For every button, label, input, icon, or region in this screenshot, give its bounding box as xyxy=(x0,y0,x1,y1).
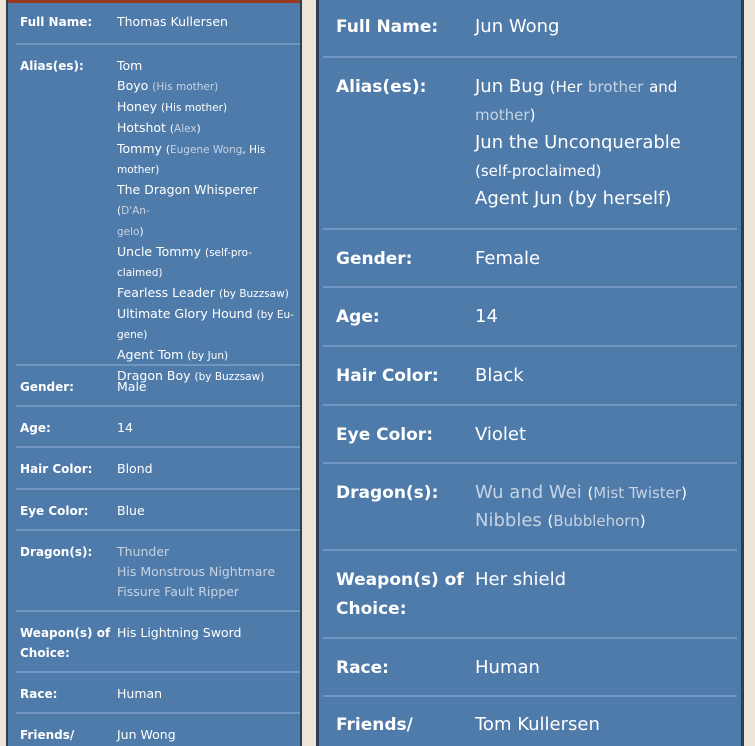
row-age xyxy=(319,288,741,347)
right-infobox xyxy=(316,0,744,746)
label-hair-color: Hair Color: xyxy=(336,366,439,386)
alias-item: Ultimate Glory Hound (by Eu- xyxy=(117,306,294,321)
value-full-name: Thomas Kullersen xyxy=(117,14,228,29)
label-weapon: Weapon(s) of Choice: xyxy=(336,570,464,619)
label-age: Age: xyxy=(336,307,380,327)
label-gender: Gender: xyxy=(20,380,74,394)
alias-item: Uncle Tommy (self-pro- xyxy=(117,244,252,259)
species-link[interactable]: Mist Twister xyxy=(593,484,682,502)
alias-note: mother) xyxy=(475,106,536,124)
row-aliases xyxy=(319,58,741,230)
alias-item: Boyo (His mother) xyxy=(117,78,219,93)
dragon-link[interactable]: Fissure Fault Ripper xyxy=(117,584,240,599)
alias-item: Dragon Boy (by Buzzsaw) xyxy=(117,368,265,383)
label-weapon: Weapon(s) of Choice: xyxy=(20,626,111,660)
value-race[interactable]: Human xyxy=(117,686,163,701)
label-friends: Friends/ xyxy=(20,728,75,742)
alias-note: gelo) xyxy=(117,226,144,238)
alias-item: Tom xyxy=(117,58,143,73)
label-aliases: Alias(es): xyxy=(20,59,84,73)
alias-link-eugene[interactable]: Eugene Wong xyxy=(170,144,243,156)
row-gender xyxy=(8,366,300,407)
row-race xyxy=(8,673,300,714)
alias-link-alex[interactable]: Alex xyxy=(174,123,197,135)
dragon-item: Wu and Wei (Mist Twister) xyxy=(475,482,687,503)
label-hair-color: Hair Color: xyxy=(20,462,93,476)
value-gender: Male xyxy=(117,379,147,394)
value-dragons xyxy=(475,479,741,551)
row-race xyxy=(319,639,741,697)
value-full-name: Jun Wong xyxy=(475,16,560,37)
alias-item: The Dragon Whisperer (D'An- xyxy=(117,182,258,217)
value-eye-color: Violet xyxy=(475,424,527,445)
label-dragons: Dragon(s): xyxy=(20,545,93,559)
label-aliases: Alias(es): xyxy=(336,77,427,97)
alias-note: gene) xyxy=(117,329,148,341)
alias-item: Agent Jun (by herself) xyxy=(475,188,672,209)
row-hair-color xyxy=(319,347,741,406)
row-friends xyxy=(319,697,741,746)
alias-note: (His mother) xyxy=(152,81,219,93)
label-friends: Friends/ xyxy=(336,715,413,735)
alias-note: (His mother) xyxy=(161,102,228,114)
alias-item: Honey (His mother) xyxy=(117,99,228,114)
value-aliases xyxy=(117,56,300,383)
alias-note: claimed) xyxy=(117,267,163,279)
value-weapon[interactable]: Her shield xyxy=(475,569,567,590)
value-aliases xyxy=(475,73,741,230)
value-friends[interactable]: Tom Kullersen xyxy=(475,714,600,735)
value-race[interactable]: Human xyxy=(475,657,540,678)
row-gender xyxy=(319,230,741,288)
label-eye-color: Eye Color: xyxy=(20,504,89,518)
alias-item: Jun the Unconquerable xyxy=(475,132,681,153)
value-eye-color: Blue xyxy=(117,503,145,518)
row-age xyxy=(8,407,300,448)
alias-note: (self-proclaimed) xyxy=(475,162,602,180)
label-age: Age: xyxy=(20,421,51,435)
alias-item: Fearless Leader (by Buzzsaw) xyxy=(117,285,289,300)
value-age: 14 xyxy=(117,420,133,435)
left-infobox xyxy=(6,0,302,746)
dragon-item: Nibbles (Bubblehorn) xyxy=(475,510,646,531)
label-race: Race: xyxy=(20,687,58,701)
value-age: 14 xyxy=(475,306,498,327)
alias-item: Tommy (Eugene Wong, His xyxy=(117,141,266,156)
row-dragons xyxy=(319,464,741,551)
alias-item: Agent Tom (by Jun) xyxy=(117,347,229,362)
row-eye-color xyxy=(8,490,300,531)
dragon-link[interactable]: Wu and Wei xyxy=(475,482,582,503)
alias-link-mother[interactable]: mother xyxy=(475,106,530,124)
label-dragons: Dragon(s): xyxy=(336,483,439,503)
row-aliases xyxy=(8,45,300,383)
alias-item: Jun Bug (Her brother and xyxy=(475,76,678,97)
label-eye-color: Eye Color: xyxy=(336,425,433,445)
value-weapon[interactable]: His Lightning Sword xyxy=(117,625,242,640)
alias-note: mother) xyxy=(117,164,160,176)
label-race: Race: xyxy=(336,658,389,678)
row-eye-color xyxy=(319,406,741,464)
value-hair-color: Blond xyxy=(117,461,153,476)
value-dragons xyxy=(117,542,300,612)
alias-link-dangelo[interactable]: D'An- xyxy=(121,205,150,217)
row-friends xyxy=(8,714,300,746)
row-full-name xyxy=(8,0,300,45)
label-full-name: Full Name: xyxy=(336,17,439,37)
value-friends[interactable]: Jun Wong xyxy=(117,727,176,742)
species-link[interactable]: Bubblehorn xyxy=(553,512,640,530)
row-full-name xyxy=(319,0,741,58)
dragon-link[interactable]: Nibbles xyxy=(475,510,542,531)
value-gender: Female xyxy=(475,248,541,269)
value-hair-color: Black xyxy=(475,365,524,386)
label-full-name: Full Name: xyxy=(20,15,93,29)
dragon-link[interactable]: Thunder xyxy=(117,544,170,559)
dragon-link[interactable]: His Monstrous Nightmare xyxy=(117,564,276,579)
row-hair-color xyxy=(8,448,300,490)
alias-link-brother[interactable]: brother xyxy=(588,78,644,96)
alias-item: Hotshot (Alex) xyxy=(117,120,201,135)
row-dragons xyxy=(8,531,300,612)
row-weapon xyxy=(319,551,741,639)
label-gender: Gender: xyxy=(336,249,413,269)
row-weapon xyxy=(8,612,300,673)
